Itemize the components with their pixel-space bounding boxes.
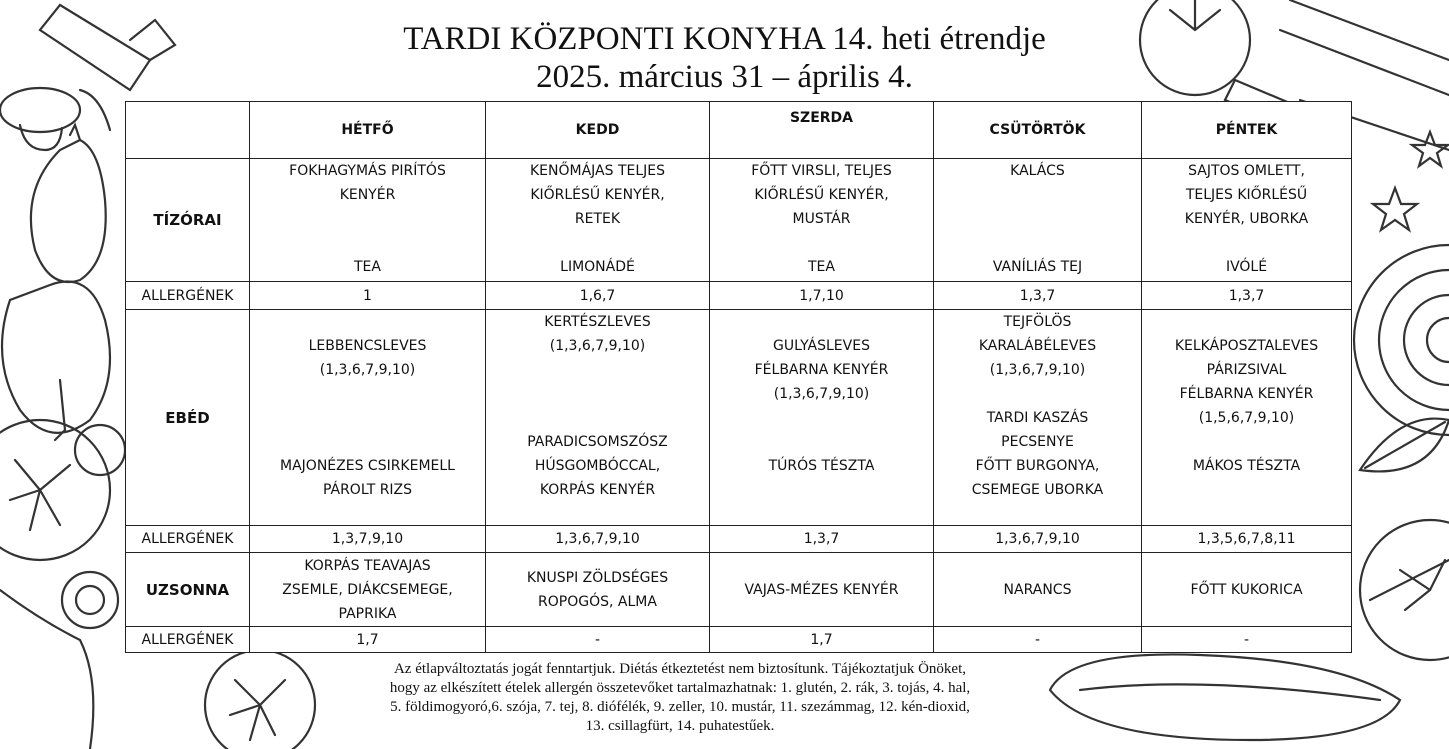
allergen-cell: 1,7 [710, 627, 934, 653]
menu-line: KENŐMÁJAS TELJES [529, 163, 666, 179]
menu-line: KERTÉSZLEVES [544, 314, 651, 330]
menu-line: PAPRIKA [338, 605, 397, 622]
menu-line: (1,5,6,7,9,10) [1198, 410, 1295, 426]
menu-line: TEA [354, 259, 381, 275]
table-row-ebed [126, 310, 1352, 526]
menu-line: FÉLBARNA KENYÉR [754, 362, 889, 378]
menu-line: LEBBENCSLEVES [308, 338, 427, 354]
menu-line: MAJONÉZES CSIRKEMELL [280, 458, 455, 474]
cell-uzsonna-tuesday [486, 553, 710, 627]
menu-line: FÉLBARNA KENYÉR [1179, 386, 1314, 402]
menu-line: PÁRIZSIVAL [1206, 362, 1287, 378]
row-label-tizorai: TÍZÓRAI [126, 159, 250, 282]
menu-line: KENYÉR, UBORKA [1184, 211, 1309, 227]
menu-line: GULYÁSLEVES [773, 338, 870, 354]
weekly-menu-table [125, 101, 1352, 653]
allergen-cell: 1,3,6,7,9,10 [486, 526, 710, 553]
menu-line: KIŐRLÉSŰ KENYÉR, [754, 187, 889, 203]
table-row-allergenek-tizorai [126, 282, 1352, 310]
allergen-cell: 1,3,7,9,10 [250, 526, 486, 553]
cell-uzsonna-friday [1142, 553, 1352, 627]
table-row-allergenek-uzsonna [126, 627, 1352, 653]
allergen-cell: - [934, 627, 1142, 653]
menu-line: PECSENYE [1001, 434, 1074, 450]
cell-tizorai-friday [1142, 159, 1352, 282]
menu-line: FŐTT BURGONYA, [975, 458, 1100, 474]
cell-tizorai-wednesday [710, 159, 934, 282]
cell-ebed-thursday [934, 310, 1142, 526]
menu-line: KNUSPI ZÖLDSÉGES [526, 569, 669, 586]
menu-line: (1,3,6,7,9,10) [773, 386, 870, 402]
day-header-tuesday: KEDD [486, 102, 710, 159]
menu-line: PÁROLT RIZS [322, 482, 413, 498]
menu-line: CSEMEGE UBORKA [971, 482, 1104, 498]
cell-ebed-wednesday [710, 310, 934, 526]
menu-line: VANÍLIÁS TEJ [992, 259, 1083, 275]
allergen-cell: 1 [250, 282, 486, 310]
menu-line: KELKÁPOSZTALEVES [1174, 338, 1319, 354]
menu-line: HÚSGOMBÓCCAL, [534, 458, 661, 474]
menu-line: MÁKOS TÉSZTA [1192, 458, 1301, 474]
menu-line: (1,3,6,7,9,10) [319, 362, 416, 378]
allergen-cell: - [486, 627, 710, 653]
menu-line: TEJFÖLÖS [1003, 314, 1072, 330]
menu-line: KIŐRLÉSŰ KENYÉR, [530, 187, 665, 203]
row-label-allergenek: ALLERGÉNEK [126, 282, 250, 310]
allergen-cell: 1,3,5,6,7,8,11 [1142, 526, 1352, 553]
menu-line: NARANCS [1003, 581, 1072, 598]
allergen-cell: 1,7,10 [710, 282, 934, 310]
menu-line: SAJTOS OMLETT, [1188, 163, 1305, 179]
menu-line: IVÓLÉ [1225, 259, 1268, 275]
cell-ebed-tuesday [486, 310, 710, 526]
menu-line: PARADICSOMSZÓSZ [527, 434, 668, 450]
menu-title: TARDI KÖZPONTI KONYHA 14. heti étrendje [403, 21, 1046, 57]
allergen-cell: 1,3,6,7,9,10 [934, 526, 1142, 553]
day-header-monday: HÉTFŐ [250, 102, 486, 159]
menu-line: FŐTT KUKORICA [1190, 581, 1303, 598]
allergen-cell: 1,3,7 [710, 526, 934, 553]
allergen-cell: 1,7 [250, 627, 486, 653]
menu-line: FOKHAGYMÁS PIRÍTÓS [289, 163, 446, 179]
day-header-friday: PÉNTEK [1142, 102, 1352, 159]
cell-ebed-friday [1142, 310, 1352, 526]
menu-line: FŐTT VIRSLI, TELJES [751, 163, 892, 179]
menu-line: KARALÁBÉLEVES [978, 338, 1097, 354]
footer-line: hogy az elkészített ételek allergén összetevőket tartalmazhatnak: 1. glutén, 2. rák, 3. tojás, 4. hal, [389, 680, 971, 696]
table-row-tizorai [126, 159, 1352, 282]
menu-line: ZSEMLE, DIÁKCSEMEGE, [282, 581, 453, 598]
cell-tizorai-monday [250, 159, 486, 282]
row-label-ebed: EBÉD [126, 310, 250, 526]
cell-tizorai-thursday [934, 159, 1142, 282]
footer-line: Az étlapváltoztatás jogát fenntartjuk. Diétás étkeztetést nem biztosítunk. Tájékoztatjuk Önöket, [393, 661, 967, 677]
cell-uzsonna-wednesday [710, 553, 934, 627]
footer-line: 13. csillagfürt, 14. puhatestűek. [585, 718, 775, 734]
menu-line: VAJAS-MÉZES KENYÉR [744, 581, 899, 598]
menu-line: KALÁCS [1010, 163, 1065, 179]
table-header-row [126, 102, 1352, 159]
cell-uzsonna-monday [250, 553, 486, 627]
allergen-cell: 1,6,7 [486, 282, 710, 310]
menu-line: (1,3,6,7,9,10) [989, 362, 1086, 378]
day-header-wednesday: SZERDA [710, 102, 934, 159]
row-label-allergenek: ALLERGÉNEK [126, 526, 250, 553]
row-label-uzsonna: UZSONNA [126, 553, 250, 627]
menu-line: TEA [808, 259, 835, 275]
menu-line: TARDI KASZÁS [986, 410, 1089, 426]
cell-tizorai-tuesday [486, 159, 710, 282]
cell-ebed-monday [250, 310, 486, 526]
footer-line: 5. földimogyoró,6. szója, 7. tej, 8. diófélék, 9. zeller, 10. mustár, 11. szezámmag, 12. kén-dioxid, [390, 699, 970, 715]
day-header-thursday: CSÜTÖRTÖK [934, 102, 1142, 159]
menu-line: LIMONÁDÉ [560, 259, 635, 275]
menu-line: KENYÉR [339, 187, 396, 203]
menu-date-range: 2025. március 31 – április 4. [536, 59, 913, 95]
table-row-uzsonna [126, 553, 1352, 627]
menu-line: KORPÁS KENYÉR [539, 482, 656, 498]
menu-line: ROPOGÓS, ALMA [538, 593, 657, 610]
cell-uzsonna-thursday [934, 553, 1142, 627]
table-row-allergenek-ebed [126, 526, 1352, 553]
corner-cell [126, 102, 250, 159]
allergen-cell: 1,3,7 [934, 282, 1142, 310]
allergen-cell: 1,3,7 [1142, 282, 1352, 310]
menu-line: KORPÁS TEAVAJAS [304, 557, 431, 574]
allergen-cell: - [1142, 627, 1352, 653]
menu-line: RETEK [574, 211, 621, 227]
allergen-disclaimer [300, 660, 1060, 736]
menu-line: (1,3,6,7,9,10) [549, 338, 646, 354]
row-label-allergenek: ALLERGÉNEK [126, 627, 250, 653]
menu-line: TÚRÓS TÉSZTA [768, 458, 875, 474]
menu-line: MUSTÁR [792, 211, 851, 227]
menu-line: TELJES KIŐRLÉSŰ [1185, 187, 1308, 203]
